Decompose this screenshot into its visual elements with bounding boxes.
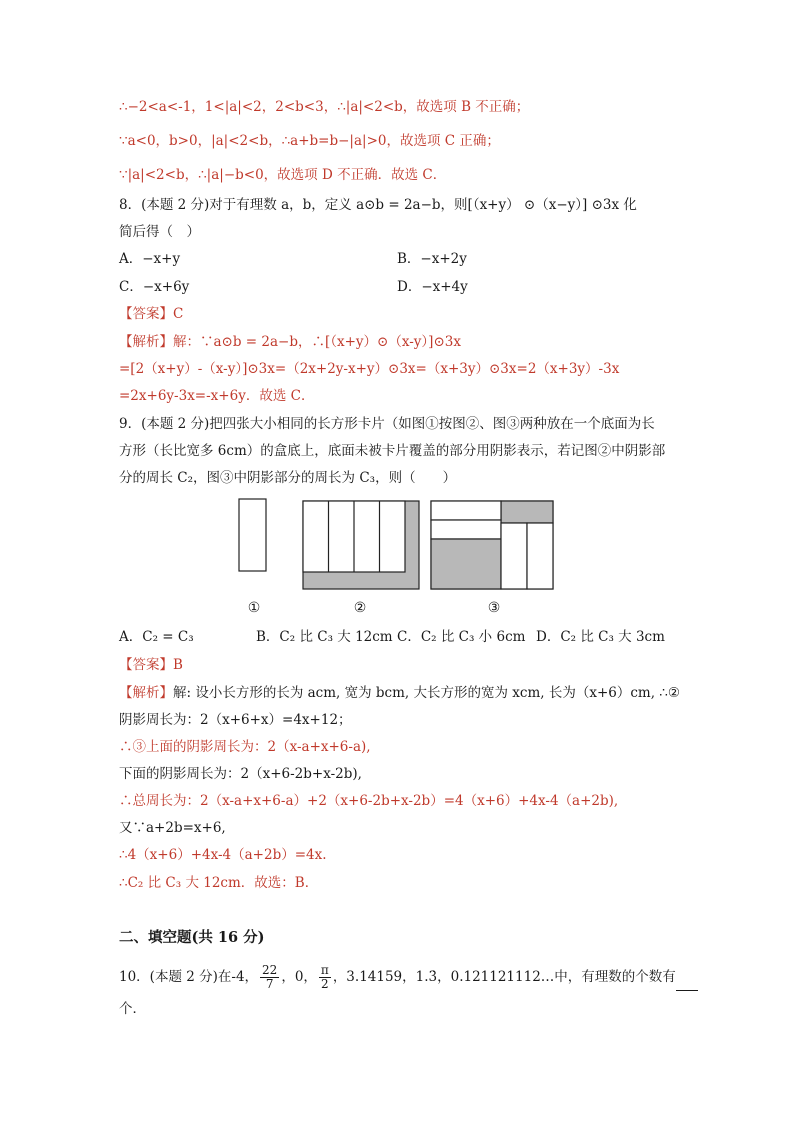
question-9-line-1: 9．(本题 2 分)把四张大小相同的长方形卡片（如图①按图②、图③两种放在一个底面为长	[119, 416, 655, 432]
explanation-label: 【解析】	[119, 685, 173, 701]
answer-value: B	[173, 657, 183, 673]
figure-3	[430, 500, 556, 592]
fraction-numerator: 22	[262, 963, 278, 977]
question-9-line-2: 方形（长比宽多 6cm）的盒底上，底面未被卡片覆盖的部分用阴影表示，若记图②中阴影部	[119, 443, 666, 459]
q9-explanation-2: 阴影周长为：2（x+6+x）=4x+12；	[119, 712, 352, 728]
q9-answer	[119, 655, 183, 675]
q9-explanation-3: ∴③上面的阴影周长为：2（x-a+x+6-a),	[119, 739, 371, 755]
fraction-denominator: 7	[265, 977, 274, 991]
question-8-line-1: 8．(本题 2 分)对于有理数 a，b，定义 a⊙b = 2a−b，则[（x+y） ⊙（x−y）] ⊙3x 化	[119, 197, 637, 213]
q8-explanation-3: =2x+6y-3x=-x+6y．故选 C．	[119, 388, 315, 404]
answer-label: 【答案】	[119, 657, 173, 673]
q9-explanation-7: ∴4（x+6）+4x-4（a+2b）=4x.	[119, 847, 327, 863]
q10-text-start: 10．(本题 2 分)在-4，	[119, 969, 259, 985]
figure-2-label: ②	[353, 600, 367, 616]
question-9-line-3: 分的周长 C₂，图③中阴影部分的周长为 C₃，则（ ）	[119, 470, 457, 486]
question-10-line-1	[119, 964, 698, 991]
q9-explanation-1	[119, 683, 680, 703]
q8-option-d: D．−x+4y	[397, 279, 468, 295]
q8-option-a: A．−x+y	[119, 251, 181, 267]
question-10-line-2: 个．	[119, 1001, 146, 1017]
solution-line-1: ∴−2<a<-1，1<|a|<2，2<b<3，∴|a|<2<b，故选项 B 不正确；	[119, 99, 530, 115]
explanation-text: 解：∵a⊙b = 2a−b，∴[（x+y）⊙（x-y）]⊙3x	[173, 334, 461, 350]
q10-text-rest: ，3.14159，1.3̇，0.121121112…中，有理数的个数有	[332, 969, 676, 985]
fraction-numerator: π	[320, 963, 329, 977]
fraction-22-7	[260, 964, 279, 991]
q8-explanation-2: =[2（x+y）-（x-y）]⊙3x=（2x+2y-x+y）⊙3x=（x+3y）⊙3x=2（x+3y）-3x	[119, 361, 620, 377]
q9-option-d: D．C₂ 比 C₃ 大 3cm	[536, 629, 665, 645]
q9-option-c: C．C₂ 比 C₃ 小 6cm	[397, 629, 526, 645]
question-8-line-2: 简后得（ ）	[119, 224, 200, 240]
q9-option-a: A．C₂ = C₃	[119, 629, 194, 645]
q8-answer	[119, 304, 183, 324]
q8-explanation-1	[119, 332, 461, 352]
fraction-pi-2	[319, 964, 331, 991]
explanation-label: 【解析】	[119, 334, 173, 350]
answer-blank[interactable]	[676, 976, 698, 991]
figure-2	[302, 500, 422, 592]
figure-1	[238, 498, 268, 574]
q10-text-mid: ，0，	[281, 969, 317, 985]
fraction-denominator: 2	[321, 977, 329, 991]
q9-explanation-6: 又∵a+2b=x+6,	[119, 820, 226, 836]
solution-line-2: ∵a<0，b>0，|a|<2<b，∴a+b=b−|a|>0，故选项 C 正确；	[119, 133, 500, 149]
section-title-fill-in: 二、填空题(共 16 分)	[119, 929, 265, 946]
q9-explanation-8: ∴C₂ 比 C₃ 大 12cm．故选：B．	[119, 875, 319, 891]
answer-value: C	[173, 306, 184, 322]
solution-line-3: ∵|a|<2<b，∴|a|−b<0，故选项 D 不正确．故选 C．	[119, 167, 447, 183]
q9-explanation-5: ∴总周长为：2（x-a+x+6-a）+2（x+6-2b+x-2b）=4（x+6）+4x-4（a+2b),	[119, 793, 619, 809]
explanation-text: 解: 设小长方形的长为 acm, 宽为 bcm, 大长方形的宽为 xcm, 长为（x+6）cm, ∴②	[173, 685, 681, 701]
figure-1-label: ①	[247, 600, 261, 616]
answer-label: 【答案】	[119, 306, 173, 322]
q8-option-b: B．−x+2y	[397, 251, 467, 267]
q9-explanation-4: 下面的阴影周长为：2（x+6-2b+x-2b),	[119, 766, 362, 782]
figure-3-label: ③	[487, 600, 501, 616]
q8-option-c: C．−x+6y	[119, 279, 190, 295]
q9-option-b: B．C₂ 比 C₃ 大 12cm	[256, 629, 393, 645]
